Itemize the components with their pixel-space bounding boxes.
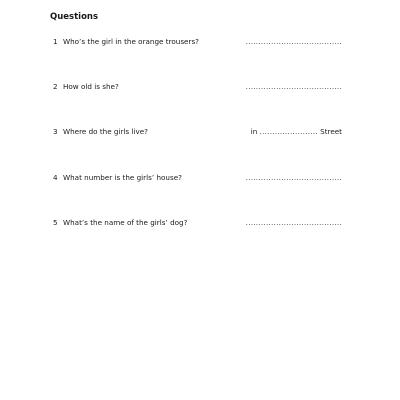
question-number: 2	[53, 82, 58, 91]
answer-blank[interactable]: .......................	[259, 127, 318, 136]
section-heading: Questions	[50, 12, 99, 22]
answer-field[interactable]	[246, 217, 342, 229]
answer-field[interactable]	[246, 36, 342, 48]
question-text: Who’s the girl in the orange trousers?	[63, 37, 199, 46]
answer-field[interactable]	[246, 81, 342, 93]
answer-field[interactable]	[246, 172, 342, 184]
answer-suffix: Street	[317, 127, 342, 136]
answer-blank[interactable]: ......................................	[245, 173, 342, 182]
question-item-1	[50, 36, 342, 48]
question-text: What number is the girls’ house?	[63, 173, 182, 182]
question-number: 1	[53, 37, 58, 46]
answer-field[interactable]	[251, 126, 342, 138]
question-text: How old is she?	[63, 82, 119, 91]
question-number: 3	[53, 127, 58, 136]
question-item-2	[50, 81, 342, 93]
question-item-5	[50, 217, 342, 229]
question-text: What’s the name of the girls’ dog?	[63, 218, 188, 227]
question-number: 5	[53, 218, 58, 227]
question-item-3	[50, 126, 342, 138]
question-item-4	[50, 172, 342, 184]
answer-blank[interactable]: ......................................	[245, 218, 342, 227]
question-number: 4	[53, 173, 58, 182]
answer-blank[interactable]: ......................................	[245, 37, 342, 46]
answer-blank[interactable]: ......................................	[245, 82, 342, 91]
answer-prefix: in	[250, 127, 260, 136]
question-text: Where do the girls live?	[63, 127, 148, 136]
